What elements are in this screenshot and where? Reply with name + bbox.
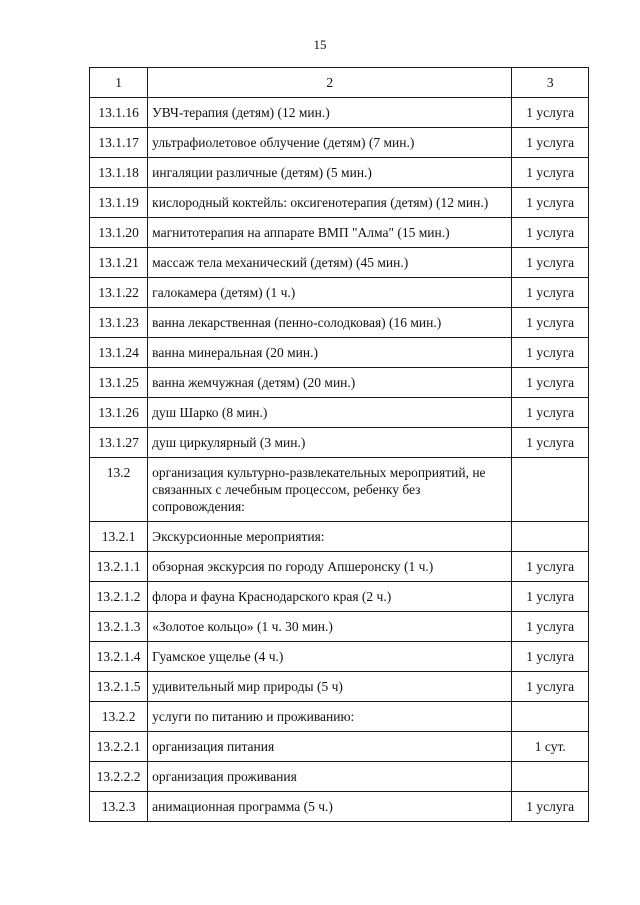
row-code: 13.1.27 xyxy=(90,428,148,458)
row-code: 13.2.1.3 xyxy=(90,612,148,642)
row-unit xyxy=(512,702,589,732)
table-row xyxy=(90,158,589,188)
row-service-name: ванна минеральная (20 мин.) xyxy=(148,338,512,368)
row-service-name: душ циркулярный (3 мин.) xyxy=(148,428,512,458)
row-unit: 1 услуга xyxy=(512,428,589,458)
row-code: 13.1.16 xyxy=(90,98,148,128)
row-unit: 1 сут. xyxy=(512,732,589,762)
row-unit: 1 услуга xyxy=(512,612,589,642)
row-code: 13.1.21 xyxy=(90,248,148,278)
header-col-3: 3 xyxy=(512,68,589,98)
row-service-name: «Золотое кольцо» (1 ч. 30 мин.) xyxy=(148,612,512,642)
row-unit xyxy=(512,458,589,522)
table-row xyxy=(90,308,589,338)
table-row xyxy=(90,98,589,128)
row-code: 13.2.3 xyxy=(90,792,148,822)
row-service-name: ультрафиолетовое облучение (детям) (7 мин.) xyxy=(148,128,512,158)
row-service-name: организация питания xyxy=(148,732,512,762)
row-service-name: магнитотерапия на аппарате ВМП "Алма" (15 мин.) xyxy=(148,218,512,248)
row-service-name: Гуамское ущелье (4 ч.) xyxy=(148,642,512,672)
table-row xyxy=(90,642,589,672)
table-row xyxy=(90,278,589,308)
row-code: 13.1.19 xyxy=(90,188,148,218)
row-code: 13.1.17 xyxy=(90,128,148,158)
row-code: 13.2.2 xyxy=(90,702,148,732)
row-service-name: анимационная программа (5 ч.) xyxy=(148,792,512,822)
row-unit: 1 услуга xyxy=(512,218,589,248)
row-code: 13.2.1.4 xyxy=(90,642,148,672)
row-service-name: организация культурно-развлекательных мероприятий, не связанных с лечебным процессом, ребенку без сопровождения: xyxy=(148,458,512,522)
row-service-name: флора и фауна Краснодарского края (2 ч.) xyxy=(148,582,512,612)
services-table xyxy=(89,67,589,822)
table-row xyxy=(90,702,589,732)
row-code: 13.1.24 xyxy=(90,338,148,368)
row-unit: 1 услуга xyxy=(512,398,589,428)
table-row xyxy=(90,672,589,702)
table-row xyxy=(90,368,589,398)
row-code: 13.2.2.1 xyxy=(90,732,148,762)
row-unit: 1 услуга xyxy=(512,278,589,308)
row-unit: 1 услуга xyxy=(512,188,589,218)
row-service-name: удивительный мир природы (5 ч) xyxy=(148,672,512,702)
row-code: 13.1.18 xyxy=(90,158,148,188)
table-body xyxy=(90,68,589,822)
row-unit: 1 услуга xyxy=(512,308,589,338)
row-service-name: душ Шарко (8 мин.) xyxy=(148,398,512,428)
table-row xyxy=(90,582,589,612)
table-row xyxy=(90,522,589,552)
row-service-name: ванна лекарственная (пенно-солодковая) (16 мин.) xyxy=(148,308,512,338)
row-unit: 1 услуга xyxy=(512,582,589,612)
table-row xyxy=(90,428,589,458)
row-unit: 1 услуга xyxy=(512,642,589,672)
table-row xyxy=(90,248,589,278)
table-row xyxy=(90,552,589,582)
row-service-name: кислородный коктейль: оксигенотерапия (детям) (12 мин.) xyxy=(148,188,512,218)
table-row xyxy=(90,338,589,368)
row-code: 13.1.22 xyxy=(90,278,148,308)
row-unit xyxy=(512,522,589,552)
table-row xyxy=(90,188,589,218)
row-service-name: массаж тела механический (детям) (45 мин.) xyxy=(148,248,512,278)
table-header-row xyxy=(90,68,589,98)
row-unit xyxy=(512,762,589,792)
row-code: 13.1.23 xyxy=(90,308,148,338)
row-service-name: ванна жемчужная (детям) (20 мин.) xyxy=(148,368,512,398)
table-row xyxy=(90,458,589,522)
row-code: 13.1.25 xyxy=(90,368,148,398)
row-code: 13.2.1.2 xyxy=(90,582,148,612)
table-row xyxy=(90,612,589,642)
row-service-name: УВЧ-терапия (детям) (12 мин.) xyxy=(148,98,512,128)
table-row xyxy=(90,792,589,822)
page-number: 15 xyxy=(313,37,327,52)
table-row xyxy=(90,128,589,158)
header-col-2: 2 xyxy=(148,68,512,98)
row-code: 13.2.1.1 xyxy=(90,552,148,582)
row-unit: 1 услуга xyxy=(512,338,589,368)
row-service-name: Экскурсионные мероприятия: xyxy=(148,522,512,552)
row-unit: 1 услуга xyxy=(512,158,589,188)
row-code: 13.2 xyxy=(90,458,148,522)
row-service-name: услуги по питанию и проживанию: xyxy=(148,702,512,732)
row-unit: 1 услуга xyxy=(512,792,589,822)
table-row xyxy=(90,762,589,792)
table-row xyxy=(90,218,589,248)
row-unit: 1 услуга xyxy=(512,248,589,278)
row-unit: 1 услуга xyxy=(512,98,589,128)
row-unit: 1 услуга xyxy=(512,128,589,158)
row-code: 13.2.1 xyxy=(90,522,148,552)
row-unit: 1 услуга xyxy=(512,368,589,398)
row-unit: 1 услуга xyxy=(512,552,589,582)
row-service-name: обзорная экскурсия по городу Апшеронску (1 ч.) xyxy=(148,552,512,582)
header-col-1: 1 xyxy=(90,68,148,98)
row-code: 13.2.1.5 xyxy=(90,672,148,702)
row-service-name: ингаляции различные (детям) (5 мин.) xyxy=(148,158,512,188)
row-unit: 1 услуга xyxy=(512,672,589,702)
row-code: 13.1.26 xyxy=(90,398,148,428)
table-row xyxy=(90,398,589,428)
row-service-name: галокамера (детям) (1 ч.) xyxy=(148,278,512,308)
row-code: 13.2.2.2 xyxy=(90,762,148,792)
row-code: 13.1.20 xyxy=(90,218,148,248)
row-service-name: организация проживания xyxy=(148,762,512,792)
table-row xyxy=(90,732,589,762)
